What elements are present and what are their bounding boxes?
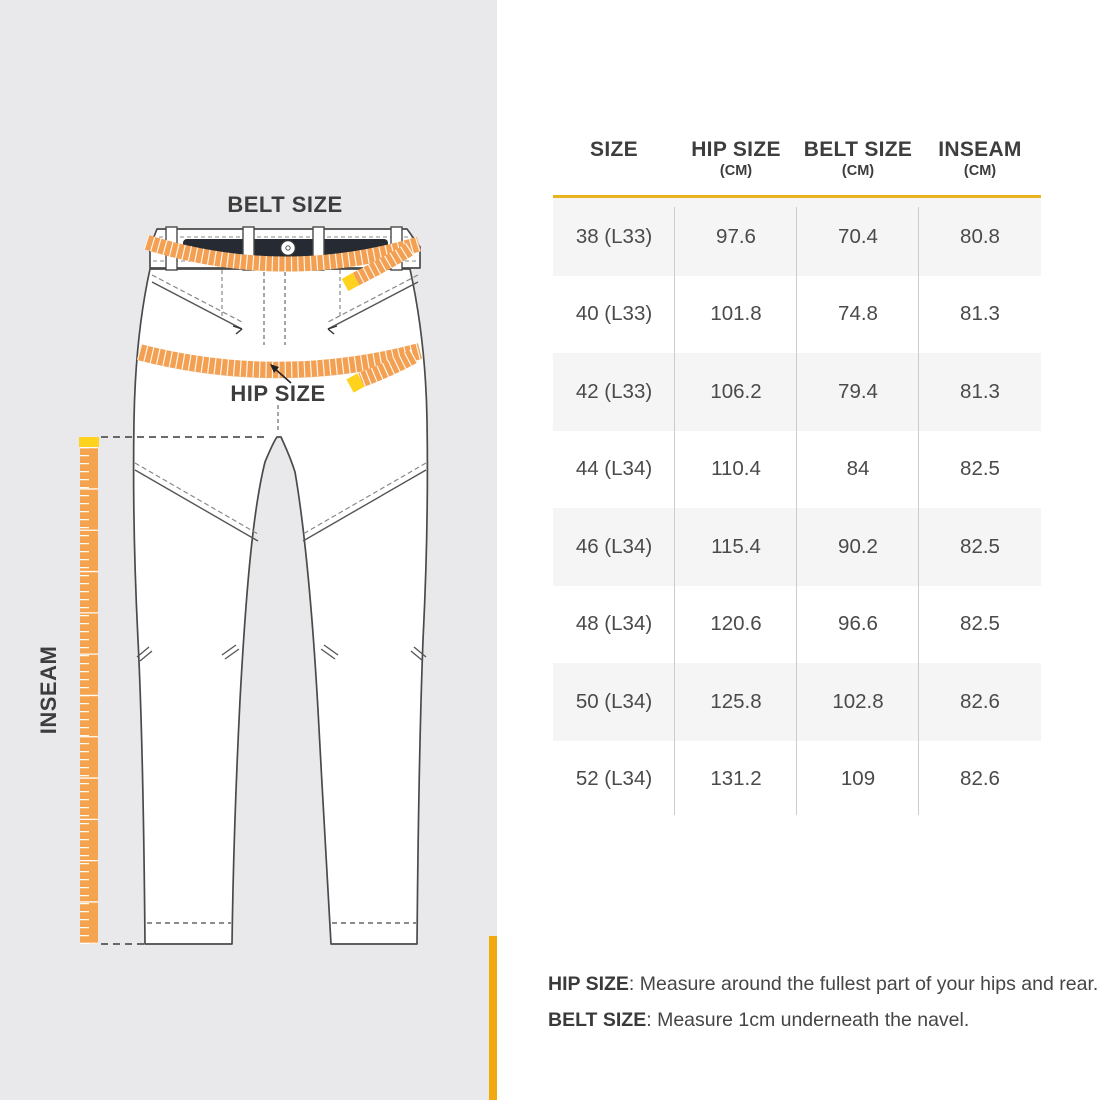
table-row: 52 (L34) 131.2 109 82.6 [575,767,1000,791]
table-row: 46 (L34) 115.4 90.2 82.5 [553,508,1041,586]
size-table [553,130,1041,818]
col-header-belt-size: BELT SIZE (CM) [803,138,913,179]
column-divider [796,207,797,815]
measurement-notes [548,966,1098,1038]
hip-size-note: HIP SIZE: Measure around the fullest part of your hips and rear. [548,973,1099,995]
belt-size-note: BELT SIZE: Measure 1cm underneath the navel. [548,1009,970,1031]
accent-bar [489,936,497,1100]
column-divider [918,207,919,815]
table-row: 48 (L34) 120.6 96.6 82.5 [575,612,1000,636]
col-header-size: SIZE [590,138,638,161]
inseam-label: INSEAM [36,645,61,735]
inseam-measuring-tape-icon [79,437,99,944]
hip-size-label: HIP SIZE [230,381,326,406]
table-header-row [553,130,1041,195]
measurement-diagram-panel [0,0,497,1100]
table-row: 42 (L33) 106.2 79.4 81.3 [553,353,1041,431]
col-header-inseam: INSEAM (CM) [938,138,1022,179]
size-chart-panel [497,0,1100,1100]
belt-size-label: BELT SIZE [227,192,343,217]
col-header-hip-size: HIP SIZE (CM) [691,138,781,179]
table-row: 38 (L33) 97.6 70.4 80.8 [553,198,1041,276]
column-divider [674,207,675,815]
pants-technical-drawing [0,0,497,1100]
table-row: 44 (L34) 110.4 84 82.5 [575,457,1000,481]
table-row: 40 (L33) 101.8 74.8 81.3 [575,302,1000,326]
waist-button [281,241,296,256]
table-row: 50 (L34) 125.8 102.8 82.6 [553,663,1041,741]
